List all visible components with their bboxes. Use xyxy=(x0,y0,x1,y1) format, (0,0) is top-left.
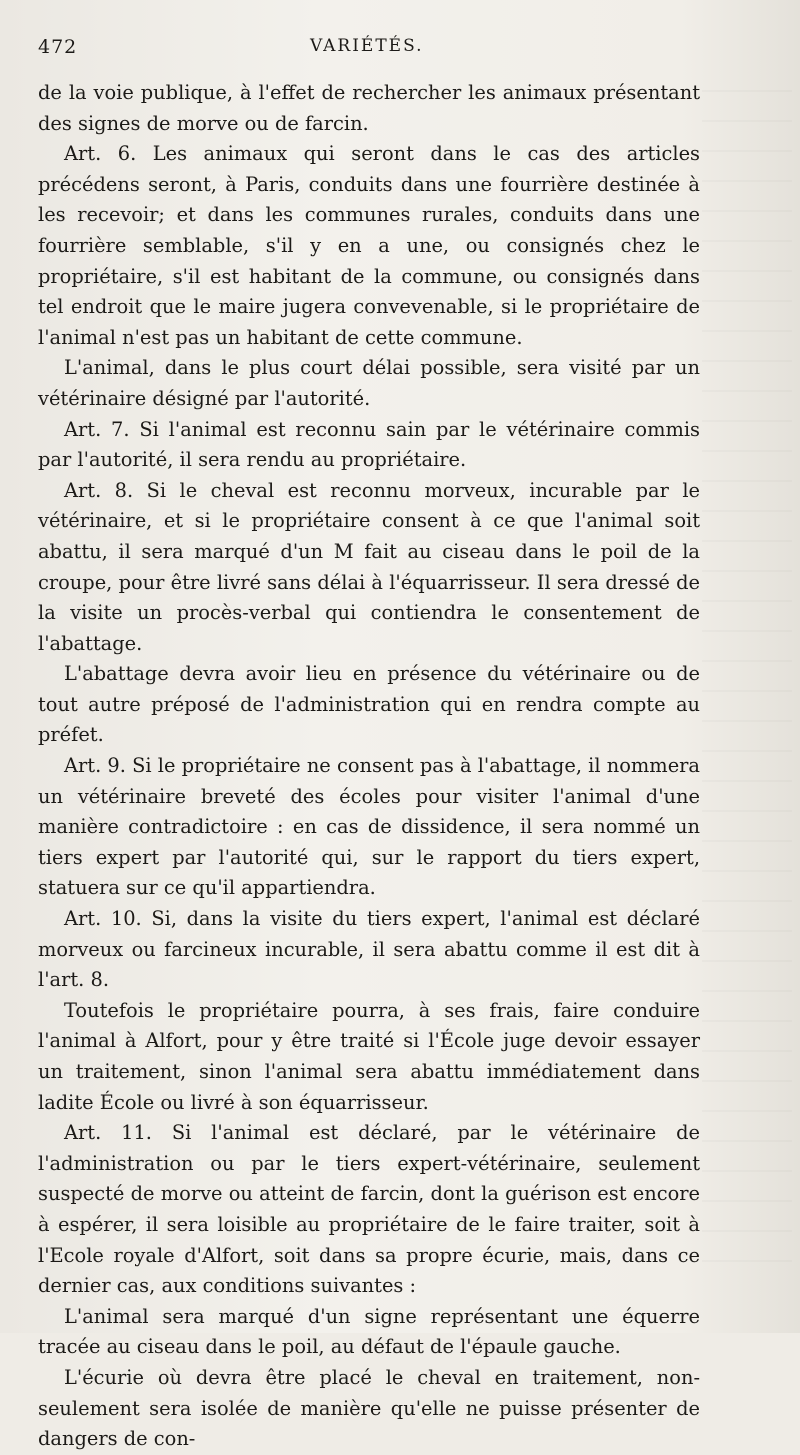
paragraph-art-11: Art. 11. Si l'animal est déclaré, par le vétérinaire de l'administration ou par le tiers expert-vétérinaire, seulement suspecté de morve ou atteint de farcin, dont la guérison est encore à espérer, il sera loisible au propriétaire de le faire traiter, soit à l'Ecole royale d'Alfort, soit dans sa propre écurie, mais, dans ce dernier cas, aux conditions suivantes : xyxy=(38,1121,700,1298)
paragraph-art-9: Art. 9. Si le propriétaire ne consent pas à l'abattage, il nommera un vétérinaire breveté des écoles pour visiter l'animal d'une manière contradictoire : en cas de dissidence, il sera nommé un tiers expert par l'autorité qui, sur le rapport du tiers expert, statuera sur ce qu'il appartiendra. xyxy=(38,754,700,900)
paragraph: Toutefois le propriétaire pourra, à ses frais, faire conduire l'animal à Alfort, pour y être traité si l'École juge devoir essayer un traitement, sinon l'animal sera abattu immédiatement dans ladite École ou livré à son équarrisseur. xyxy=(38,998,700,1114)
page-number: 472 xyxy=(38,36,78,58)
paragraph-art-7: Art. 7. Si l'animal est reconnu sain par le vétérinaire commis par l'autorité, il sera rendu au propriétaire. xyxy=(38,417,700,472)
paragraph: L'animal, dans le plus court délai possible, sera visité par un vétérinaire désigné par l'autorité. xyxy=(38,356,700,410)
paragraph: L'animal sera marqué d'un signe représentant une équerre tracée au ciseau dans le poil, au défaut de l'épaule gauche. xyxy=(38,1304,700,1359)
paragraph: L'écurie où devra être placé le cheval en traitement, non-seulement sera isolée de manière qu'elle ne puisse présenter de dangers de con- xyxy=(38,1365,700,1451)
paragraph: L'abattage devra avoir lieu en présence du vétérinaire ou de tout autre préposé de l'administration qui en rendra compte au préfet. xyxy=(38,662,700,747)
paragraph-art-10: Art. 10. Si, dans la visite du tiers expert, l'animal est déclaré morveux ou farcineux incurable, il sera abattu comme il est dit à l'art. 8. xyxy=(38,907,700,992)
paragraph: de la voie publique, à l'effet de rechercher les animaux présentant des signes de morve ou de farcin. xyxy=(38,81,700,135)
running-head xyxy=(38,0,700,64)
body-text xyxy=(38,78,700,1455)
paragraph-art-8: Art. 8. Si le cheval est reconnu morveux, incurable par le vétérinaire, et si le propriétaire consent à ce que l'animal soit abattu, il sera marqué d'un M fait au ciseau dans le poil de la croupe, pour être livré sans délai à l'équarrisseur. Il sera dressé de la visite un procès-verbal qui contiendra le consentement de l'abattage. xyxy=(38,478,700,655)
running-title: VARIÉTÉS. xyxy=(310,36,424,56)
paragraph-art-6: Art. 6. Les animaux qui seront dans le cas des articles précédens seront, à Paris, conduits dans une fourrière destinée à les recevoir; et dans les communes rurales, conduits dans une fourrière semblable, s'il y en a une, ou consignés chez le propriétaire, s'il est habitant de la commune, ou consignés dans tel endroit que le maire jugera convevenable, si le propriétaire de l'animal n'est pas un habitant de cette commune. xyxy=(38,142,700,349)
show-through-shadow xyxy=(702,90,792,1290)
